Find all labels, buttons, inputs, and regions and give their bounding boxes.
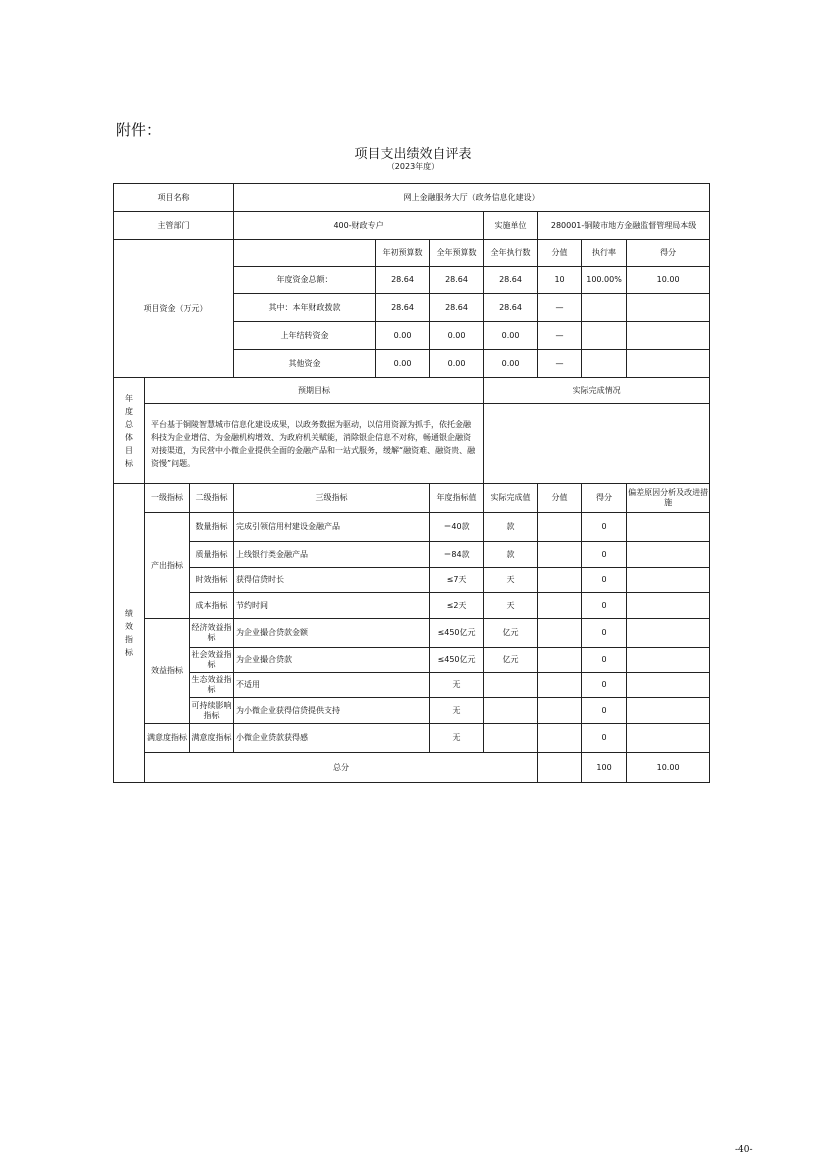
funds-row-weight: —	[538, 294, 582, 322]
level3-cell: 为小微企业获得信贷提供支持	[234, 698, 430, 724]
level2-cell: 数量指标	[190, 513, 234, 542]
level2-cell: 生态效益指标	[190, 673, 234, 698]
level2-cell: 经济效益指标	[190, 619, 234, 648]
funds-row-label: 其他资金	[234, 350, 376, 378]
target-cell: 无	[430, 673, 484, 698]
reason-cell	[627, 542, 710, 568]
level2-cell: 成本指标	[190, 593, 234, 619]
dept-label: 主管部门	[114, 212, 234, 240]
goals-actual-text	[484, 404, 710, 484]
project-name-row	[114, 184, 710, 212]
level2-cell: 社会效益指标	[190, 648, 234, 673]
target-cell: ≤450亿元	[430, 648, 484, 673]
score-cell: 0	[582, 724, 627, 753]
score-cell: 0	[582, 542, 627, 568]
reason-cell	[627, 568, 710, 593]
score-cell: 0	[582, 619, 627, 648]
funds-row-annual: 0.00	[430, 322, 484, 350]
score-cell: 0	[582, 513, 627, 542]
level2-cell: 满意度指标	[190, 724, 234, 753]
funds-row-executed: 0.00	[484, 350, 538, 378]
unit-value: 280001-铜陵市地方金融监督管理局本级	[538, 212, 710, 240]
level3-cell: 为企业撮合贷款金额	[234, 619, 430, 648]
actual-cell: 款	[484, 513, 538, 542]
funds-row-initial: 0.00	[376, 350, 430, 378]
indicators-side-label-text: 绩效指标	[125, 609, 133, 657]
funds-row-executed: 28.64	[484, 267, 538, 294]
dept-row	[114, 212, 710, 240]
target-cell: ≤450亿元	[430, 619, 484, 648]
indicator-row	[114, 513, 710, 542]
performance-table	[113, 183, 710, 783]
funds-row-score: 10.00	[627, 267, 710, 294]
score-cell: 0	[582, 698, 627, 724]
level3-cell: 完成引领信用村建设金融产品	[234, 513, 430, 542]
funds-row-annual: 28.64	[430, 294, 484, 322]
header-level3: 三级指标	[234, 484, 430, 513]
level3-cell: 不适用	[234, 673, 430, 698]
dept-value: 400-财政专户	[234, 212, 484, 240]
total-label: 总分	[145, 753, 538, 783]
funds-row-label: 上年结转资金	[234, 322, 376, 350]
funds-label-text: 项目资金（万元）	[143, 304, 208, 313]
goals-expected-header: 预期目标	[145, 378, 484, 404]
level3-cell: 为企业撮合贷款	[234, 648, 430, 673]
funds-row-annual: 0.00	[430, 350, 484, 378]
funds-row-executed: 0.00	[484, 322, 538, 350]
weight-cell	[538, 568, 582, 593]
score-cell: 0	[582, 593, 627, 619]
reason-cell	[627, 724, 710, 753]
document-title: 项目支出绩效自评表	[354, 147, 472, 162]
page-number: -40-	[735, 1145, 753, 1155]
level3-cell: 小微企业贷款获得感	[234, 724, 430, 753]
reason-cell	[627, 648, 710, 673]
header-score: 得分	[582, 484, 627, 513]
actual-cell	[484, 724, 538, 753]
document-year: （2023年度）	[386, 162, 440, 171]
funds-label	[114, 240, 234, 378]
indicator-row	[114, 698, 710, 724]
level1-cell: 产出指标	[145, 513, 190, 619]
reason-cell	[627, 673, 710, 698]
level3-cell: 获得信贷时长	[234, 568, 430, 593]
level3-cell: 上线银行类金融产品	[234, 542, 430, 568]
target-cell: ＝84款	[430, 542, 484, 568]
indicator-row	[114, 568, 710, 593]
funds-row-rate	[582, 322, 627, 350]
actual-cell: 天	[484, 568, 538, 593]
funds-header-executed: 全年执行数	[484, 240, 538, 267]
weight-cell	[538, 513, 582, 542]
funds-row-score	[627, 322, 710, 350]
reason-cell	[627, 619, 710, 648]
funds-row-label: 年度资金总额：	[234, 267, 376, 294]
level1-cell: 效益指标	[145, 619, 190, 724]
level2-cell: 可持续影响指标	[190, 698, 234, 724]
indicator-row	[114, 619, 710, 648]
funds-header-blank	[234, 240, 376, 267]
level1-cell: 满意度指标	[145, 724, 190, 753]
actual-cell: 亿元	[484, 648, 538, 673]
reason-cell	[627, 593, 710, 619]
header-level2: 二级指标	[190, 484, 234, 513]
level2-cell: 质量指标	[190, 542, 234, 568]
reason-cell	[627, 698, 710, 724]
actual-cell: 亿元	[484, 619, 538, 648]
funds-header-initial: 年初预算数	[376, 240, 430, 267]
weight-cell	[538, 542, 582, 568]
actual-cell: 款	[484, 542, 538, 568]
funds-row-label: 其中：本年财政拨款	[234, 294, 376, 322]
goals-side-label	[114, 378, 145, 484]
goals-actual-header: 实际完成情况	[484, 378, 710, 404]
funds-header-rate: 执行率	[582, 240, 627, 267]
header-target: 年度指标值	[430, 484, 484, 513]
funds-row-rate: 100.00%	[582, 267, 627, 294]
header-weight: 分值	[538, 484, 582, 513]
funds-row-weight: —	[538, 322, 582, 350]
funds-row-initial: 28.64	[376, 267, 430, 294]
funds-row-score	[627, 294, 710, 322]
indicator-row	[114, 673, 710, 698]
project-name-value: 网上金融服务大厅（政务信息化建设）	[234, 184, 710, 212]
actual-cell	[484, 673, 538, 698]
indicator-row	[114, 593, 710, 619]
level3-cell: 节约时间	[234, 593, 430, 619]
funds-row-weight: —	[538, 350, 582, 378]
target-cell: ＝40款	[430, 513, 484, 542]
goals-expected-text: 平台基于铜陵智慧城市信息化建设成果，以政务数据为驱动，以信用资源为抓手，依托金融科技为企业增信、为金融机构增效、为政府机关赋能，消除银企信息不对称，畅通银企融资对接渠道，为民营中小微企业提供全面的金融产品和一站式服务，缓解“融资难、融资贵、融资慢”问题。	[145, 404, 484, 484]
weight-cell	[538, 698, 582, 724]
weight-cell	[538, 724, 582, 753]
total-blank	[538, 753, 582, 783]
funds-row-score	[627, 350, 710, 378]
actual-cell	[484, 698, 538, 724]
indicator-row	[114, 724, 710, 753]
funds-row-annual: 28.64	[430, 267, 484, 294]
funds-row-initial: 0.00	[376, 322, 430, 350]
goals-content-row	[114, 404, 710, 484]
score-cell: 0	[582, 648, 627, 673]
target-cell: 无	[430, 724, 484, 753]
funds-header-row	[114, 240, 710, 267]
weight-cell	[538, 619, 582, 648]
funds-header-weight: 分值	[538, 240, 582, 267]
funds-header-annual: 全年预算数	[430, 240, 484, 267]
indicators-side-label	[114, 484, 145, 783]
funds-row-initial: 28.64	[376, 294, 430, 322]
indicators-header-row	[114, 484, 710, 513]
weight-cell	[538, 593, 582, 619]
level2-cell: 时效指标	[190, 568, 234, 593]
target-cell: 无	[430, 698, 484, 724]
goals-side-label-text: 年度总体目标	[125, 393, 133, 468]
unit-label: 实施单位	[484, 212, 538, 240]
header-level1: 一级指标	[145, 484, 190, 513]
reason-cell	[627, 513, 710, 542]
weight-cell	[538, 673, 582, 698]
indicator-row	[114, 542, 710, 568]
funds-row-rate	[582, 350, 627, 378]
actual-cell: 天	[484, 593, 538, 619]
total-score: 10.00	[627, 753, 710, 783]
indicator-row	[114, 648, 710, 673]
header-reason: 偏差原因分析及改进措施	[627, 484, 710, 513]
score-cell: 0	[582, 673, 627, 698]
weight-cell	[538, 648, 582, 673]
goals-header-row	[114, 378, 710, 404]
funds-header-score: 得分	[627, 240, 710, 267]
project-name-label: 项目名称	[114, 184, 234, 212]
target-cell: ≤2天	[430, 593, 484, 619]
funds-row-weight: 10	[538, 267, 582, 294]
score-cell: 0	[582, 568, 627, 593]
total-weight: 100	[582, 753, 627, 783]
attachment-label: 附件：	[116, 121, 162, 139]
target-cell: ≤7天	[430, 568, 484, 593]
funds-row-rate	[582, 294, 627, 322]
total-row	[114, 753, 710, 783]
header-actual: 实际完成值	[484, 484, 538, 513]
funds-row-executed: 28.64	[484, 294, 538, 322]
